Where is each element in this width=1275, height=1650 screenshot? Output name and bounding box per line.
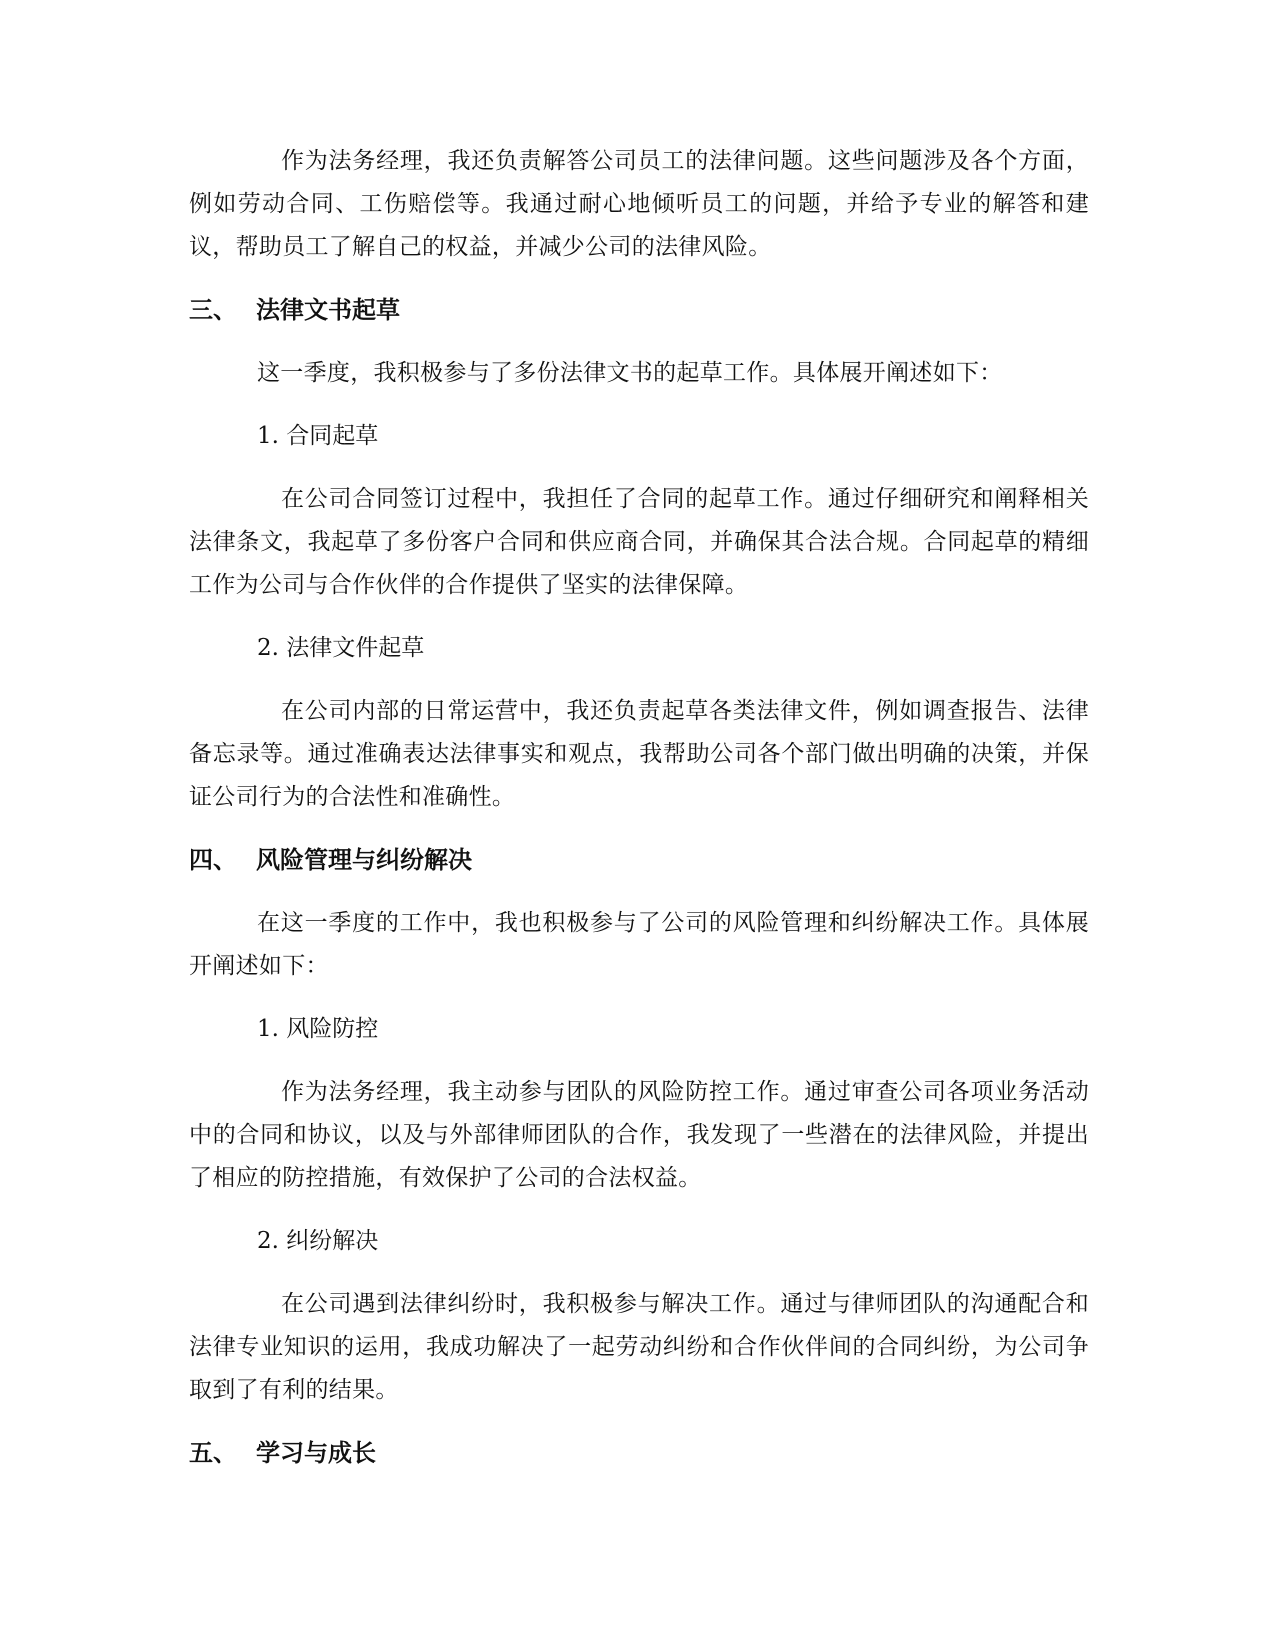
section-number: 三、 bbox=[189, 296, 237, 324]
subheading-dispute-resolution: 2. 纠纷解决 bbox=[257, 1228, 379, 1254]
section-title: 学习与成长 bbox=[256, 1439, 376, 1467]
paragraph-contract-drafting: 在公司合同签订过程中，我担任了合同的起草工作。通过仔细研究和阐释相关法律条文，我起草了多份客户合同和供应商合同，并确保其合法合规。合同起草的精细工作为公司与合作伙伴的合作提供了坚实的法律保障。 bbox=[189, 486, 1089, 598]
paragraph-risk-intro: 在这一季度的工作中，我也积极参与了公司的风险管理和纠纷解决工作。具体展开阐述如下： bbox=[189, 910, 1089, 979]
section-heading-4 bbox=[189, 839, 1089, 882]
subheading-contract-drafting: 1. 合同起草 bbox=[257, 423, 379, 449]
paragraph-dispute-resolution: 在公司遇到法律纠纷时，我积极参与解决工作。通过与律师团队的沟通配合和法律专业知识的运用，我成功解决了一起劳动纠纷和合作伙伴间的合同纠纷，为公司争取到了有利的结果。 bbox=[189, 1291, 1089, 1403]
section-title: 法律文书起草 bbox=[256, 296, 400, 324]
section-heading-3 bbox=[189, 289, 1089, 332]
paragraph-legal-document-drafting: 在公司内部的日常运营中，我还负责起草各类法律文件，例如调查报告、法律备忘录等。通过准确表达法律事实和观点，我帮助公司各个部门做出明确的决策，并保证公司行为的合法性和准确性。 bbox=[189, 698, 1089, 810]
section-number: 四、 bbox=[189, 846, 237, 874]
document-body bbox=[189, 140, 1089, 1495]
paragraph-employee-legal-questions: 作为法务经理，我还负责解答公司员工的法律问题。这些问题涉及各个方面，例如劳动合同、工伤赔偿等。我通过耐心地倾听员工的问题，并给予专业的解答和建议，帮助员工了解自己的权益，并减少公司的法律风险。 bbox=[189, 148, 1089, 260]
subheading-risk-prevention: 1. 风险防控 bbox=[257, 1016, 379, 1042]
section-number: 五、 bbox=[189, 1439, 237, 1467]
paragraph-drafting-intro: 这一季度，我积极参与了多份法律文书的起草工作。具体展开阐述如下： bbox=[257, 360, 1003, 386]
section-heading-5 bbox=[189, 1432, 1089, 1475]
section-title: 风险管理与纠纷解决 bbox=[256, 846, 472, 874]
subheading-legal-document-drafting: 2. 法律文件起草 bbox=[257, 635, 425, 661]
paragraph-risk-prevention: 作为法务经理，我主动参与团队的风险防控工作。通过审查公司各项业务活动中的合同和协议，以及与外部律师团队的合作，我发现了一些潜在的法律风险，并提出了相应的防控措施，有效保护了公司的合法权益。 bbox=[189, 1079, 1089, 1191]
